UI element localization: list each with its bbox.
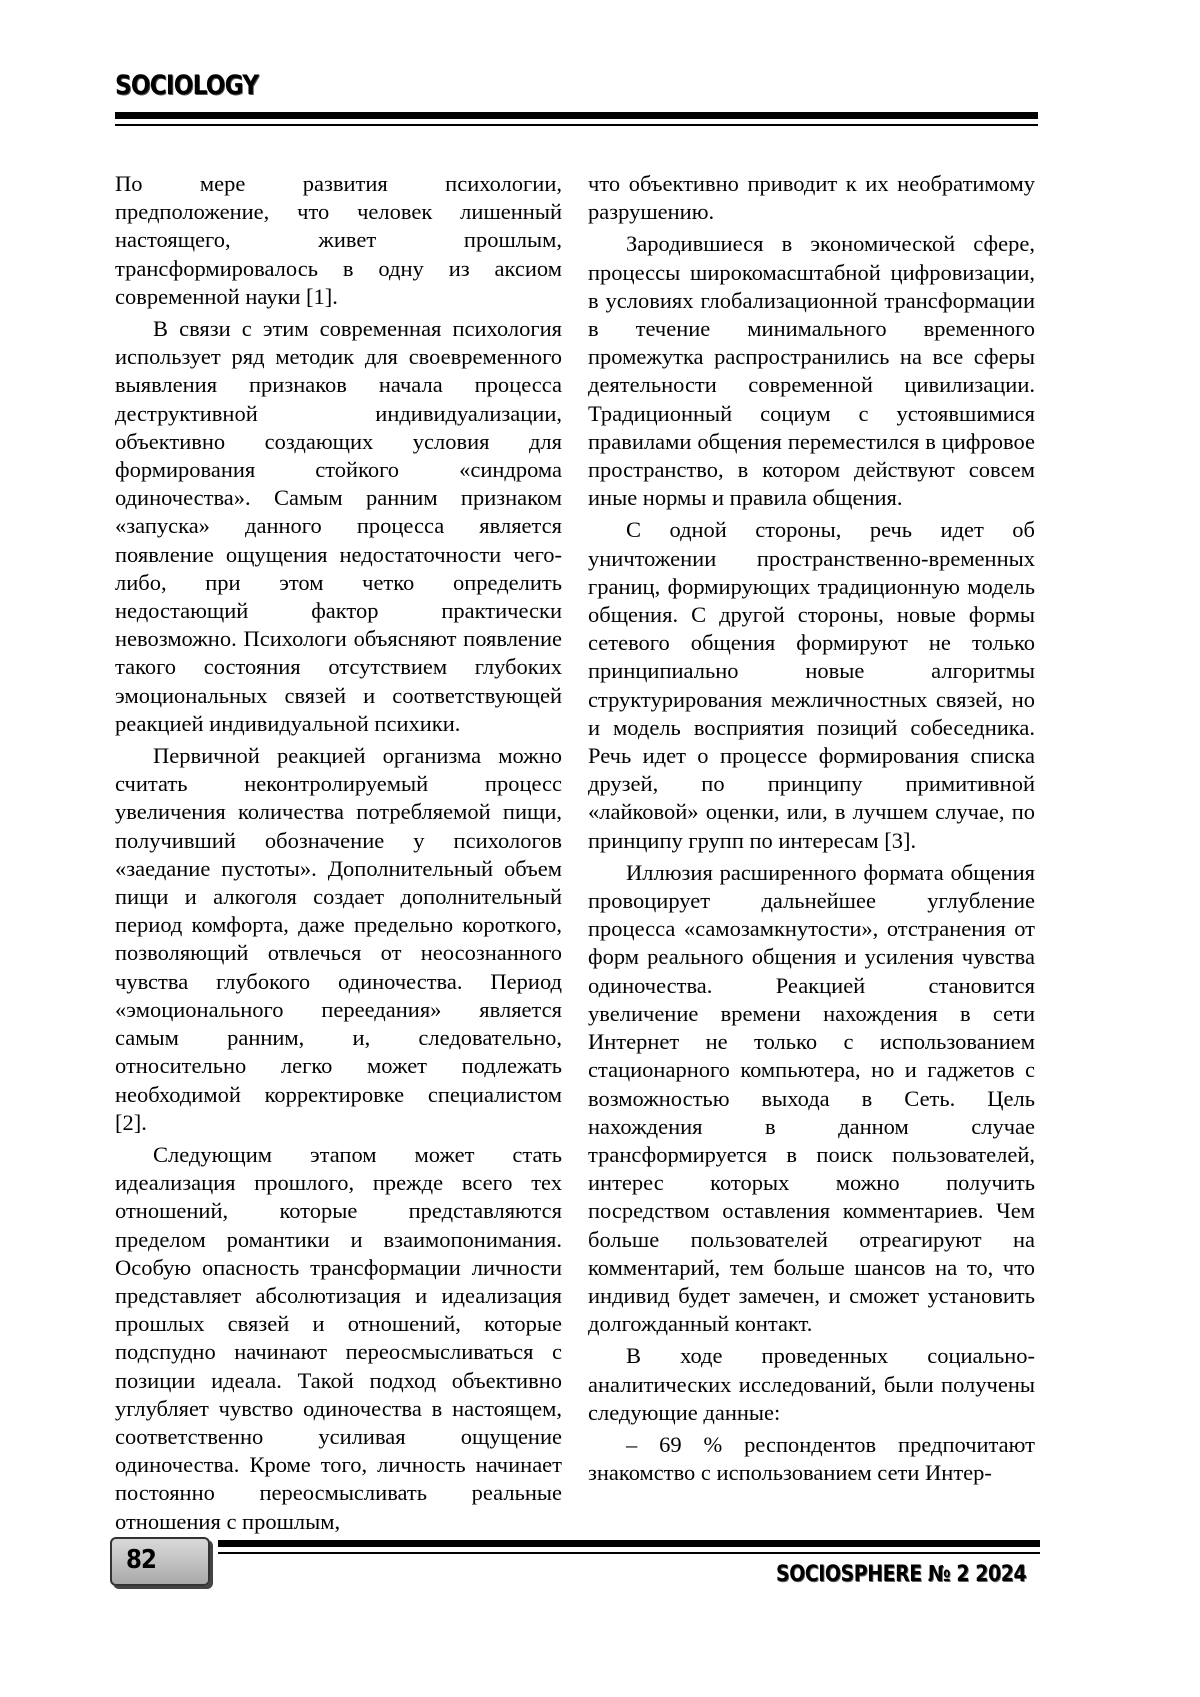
section-title: SOCIOLOGY <box>115 70 259 101</box>
footer-rule-thick <box>218 1540 1040 1547</box>
paragraph: Иллюзия расширенного формата общения провоцирует дальнейшее углубление процесса «самозамкнутости», отстранения от форм реального общения и усиления чувства одиночества. Реакцией становится увеличение времени нахождения в сети Интернет не только с использованием стационарного компьютера, но и гаджетов с возможностью выхода в Сеть. Цель нахождения в данном случае трансформируется в поиск пользователей, интерес которых можно получить посредством оставления комментариев. Чем больше пользователей отреагируют на комментарий, тем больше шансов на то, что индивид будет замечен, и сможет установить долгожданный контакт. <box>588 859 1035 1337</box>
header-rule-thick <box>115 112 1038 119</box>
left-column <box>115 170 562 1540</box>
paragraph: что объективно приводит к их необратимому разрушению. <box>588 171 1035 225</box>
footer-rule-thin <box>218 1552 1040 1554</box>
journal-title: SOCIOSPHERE № 2 2024 <box>776 1562 1027 1587</box>
header-rule-thin <box>115 124 1038 126</box>
page-number: 82 <box>126 1545 157 1575</box>
right-column <box>588 170 1035 1491</box>
paragraph: В ходе проведенных социально-аналитических исследований, были получены следующие данные: <box>588 1343 1035 1425</box>
paragraph: В связи с этим современная психология использует ряд методик для своевременного выявления признаков начала процесса деструктивной индивидуализации, объективно создающих условия для формирования стойкого «синдрома одиночества». Самым ранним признаком «запуска» данного процесса является появление ощущения недостаточности чего-либо, при этом четко определить недостающий фактор практически невозможно. Психологи объясняют появление такого состояния отсутствием глубоких эмоциональных связей и соответствующей реакцией индивидуальной психики. <box>115 316 562 736</box>
paragraph: С одной стороны, речь идет об уничтожении пространственно-временных границ, формирующих традиционную модель общения. С другой стороны, новые формы сетевого общения формируют не только принципиально новые алгоритмы структурирования межличностных связей, но и модель восприятия позиций собеседника. Речь идет о процессе формирования списка друзей, по принципу примитивной «лайковой» оценки, или, в лучшем случае, по принципу групп по интересам [3]. <box>588 517 1035 853</box>
paragraph: Зародившиеся в экономической сфере, процессы широкомасштабной цифровизации, в условиях глобализационной трансформации в течение минимального временного промежутка распространились на все сферы деятельности современной цивилизации. Традиционный социум с устоявшимися правилами общения переместился в цифровое пространство, в котором действуют совсем иные нормы и правила общения. <box>588 231 1035 511</box>
paragraph: Первичной реакцией организма можно считать неконтролируемый процесс увеличения количества потребляемой пищи, получивший обозначение у психологов «заедание пустоты». Дополнительный объем пищи и алкоголя создает дополнительный период комфорта, даже предельно короткого, позволяющий отвлечься от неосознанного чувства глубокого одиночества. Период «эмоционального переедания» является самым ранним, и, следовательно, относительно легко может подлежать необходимой корректировке специалистом [2]. <box>115 743 562 1135</box>
paragraph: По мере развития психологии, предположение, что человек лишенный настоящего, живет прошлым, трансформировалось в одну из аксиом современной науки [1]. <box>115 171 562 309</box>
paragraph: – 69 % респондентов предпочитают знакомство с использованием сети Интер- <box>588 1431 1035 1486</box>
paragraph: Следующим этапом может стать идеализация прошлого, прежде всего тех отношений, которые представляются пределом романтики и взаимопонимания. Особую опасность трансформации личности представляет абсолютизация и идеализация прошлых связей и отношений, которые подспудно начинают переосмысливаться с позиции идеала. Такой подход объективно углубляет чувство одиночества в настоящем, соответственно усиливая ощущение одиночества. Кроме того, личность начинает постоянно переосмысливать реальные отношения с прошлым, <box>115 1141 562 1534</box>
page-number-box <box>110 1537 210 1586</box>
